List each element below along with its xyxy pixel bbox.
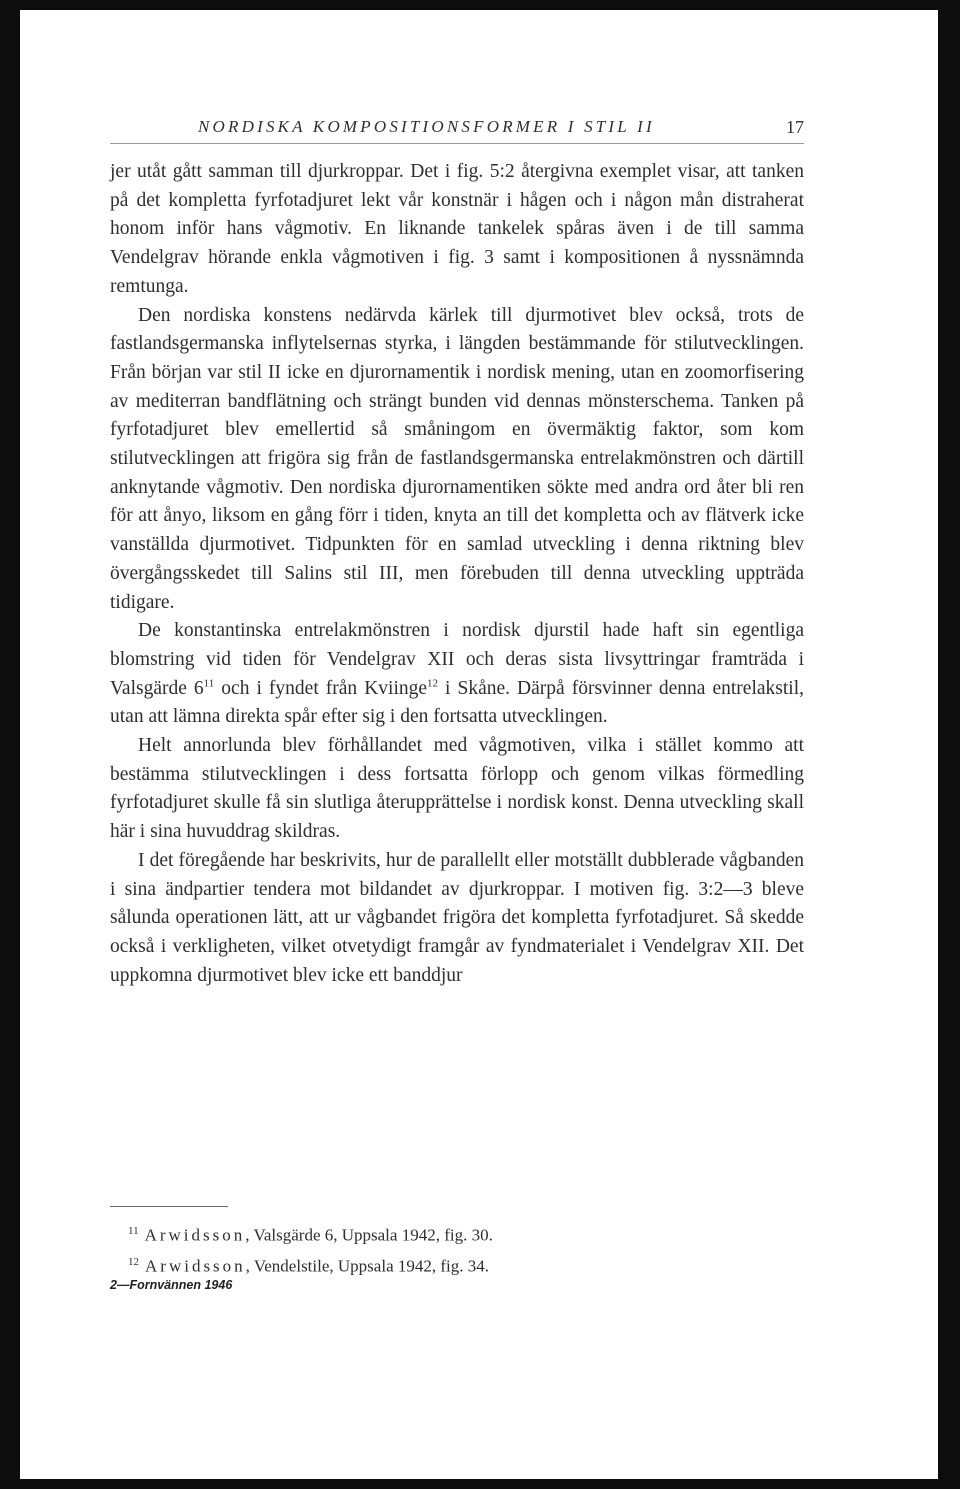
page-header [110, 117, 804, 141]
signature-mark: 2—Fornvännen 1946 [110, 1278, 233, 1292]
footnote-rule [110, 1206, 228, 1207]
paragraph-4: Helt annorlunda blev förhållandet med vågmotiven, vilka i stället kommo att bestämma stilutvecklingen i dess fortsatta förlopp och genom vilkas förmedling fyrfotadjuret skulle få sin slutliga återupprättelse i nordisk konst. Denna utveckling skall här i sina huvuddrag skildras. [110, 735, 804, 843]
footnote-ref-11: 11 [203, 677, 215, 690]
body-text [110, 158, 804, 990]
paragraph-2: Den nordiska konstens nedärvda kärlek till djurmotivet blev också, trots de fastlandsgermanska inflytelsernas styrka, i längden bestämmande för stilutvecklingen. Från början var stil II icke en djurornamentik i nordisk mening, utan en zoomorfisering av mediterran bandflätning och strängt bunden vid dennas mönsterschema. Tanken på fyrfotadjuret blev emellertid så småningom en övermäktig faktor, som kom stilutvecklingen att frigöra sig från de fastlandsgermanska entrelakmönstren och därtill anknytande vågmotiv. Den nordiska djurornamentiken sökte med andra ord åter bli ren för att ånyo, liksom en gång förr i tiden, knyta an till det kompletta och av flätverk icke vanställda djurmotivet. Tidpunkten för en samlad utveckling i denna riktning blev övergångsskedet till Salins stil III, men förebuden till denna utveckling uppträda tidigare. [110, 304, 804, 613]
running-title: NORDISKA KOMPOSITIONSFORMER I STIL II [198, 117, 655, 136]
footnote-text: , Valsgärde 6, Uppsala 1942, fig. 30. [245, 1225, 493, 1245]
footnote-number: 12 [128, 1255, 139, 1268]
footnote-number: 11 [128, 1225, 139, 1237]
footnote-author: Arwidsson [144, 1225, 246, 1245]
paragraph-3-part-c: i Skåne. Därpå försvinner denna entrelakstil, utan att lämna direkta spår efter sig i den fortsatta utvecklingen. [110, 677, 804, 728]
paragraph-3-part-b: och i fyndet från Kviinge [214, 677, 428, 699]
footnote-text: , Vendelstile, Uppsala 1942, fig. 34. [245, 1256, 489, 1276]
paragraph-5: I det föregående har beskrivits, hur de parallellt eller motställt dubblerade vågbanden i sina ändpartier tendera mot bildandet av djurkroppar. I motiven fig. 3:2—3 bleve sålunda operationen lätt, att ur vågbandet frigöra det kompletta fyrfotadjuret. Så skedde också i verkligheten, vilket otvetydigt framgår av fyndmaterialet i Vendelgrav XII. Det uppkomna djurmotivet blev icke ett banddjur [110, 849, 804, 986]
footnote-ref-12: 12 [427, 677, 439, 690]
footnotes [128, 1218, 804, 1279]
paragraph-1: jer utåt gått samman till djurkroppar. Det i fig. 5:2 återgivna exemplet visar, att tanken på det kompletta fyrfotadjuret lekt vår konstnär i hågen och i någon mån distraherat honom inför hans vågmotiv. En liknande tankelek spåras även i de till samma Vendelgrav hörande enkla vågmotiven i fig. 3 samt i kompositionen å nyssnämnda remtunga. [110, 161, 804, 297]
paragraph-3-part-a: De konstantinska entrelakmönstren i nordisk djurstil hade haft sin egentliga blomstring vid tiden för Vendelgrav XII och deras sista livsyttringar framträda i Valsgärde 6 [110, 620, 804, 699]
footnote-12 [128, 1249, 804, 1280]
header-rule [110, 143, 804, 144]
paragraph-3 [110, 617, 804, 732]
footnote-11 [128, 1218, 804, 1249]
page-number: 17 [786, 117, 804, 137]
footnote-author: Arwidsson [145, 1256, 246, 1276]
